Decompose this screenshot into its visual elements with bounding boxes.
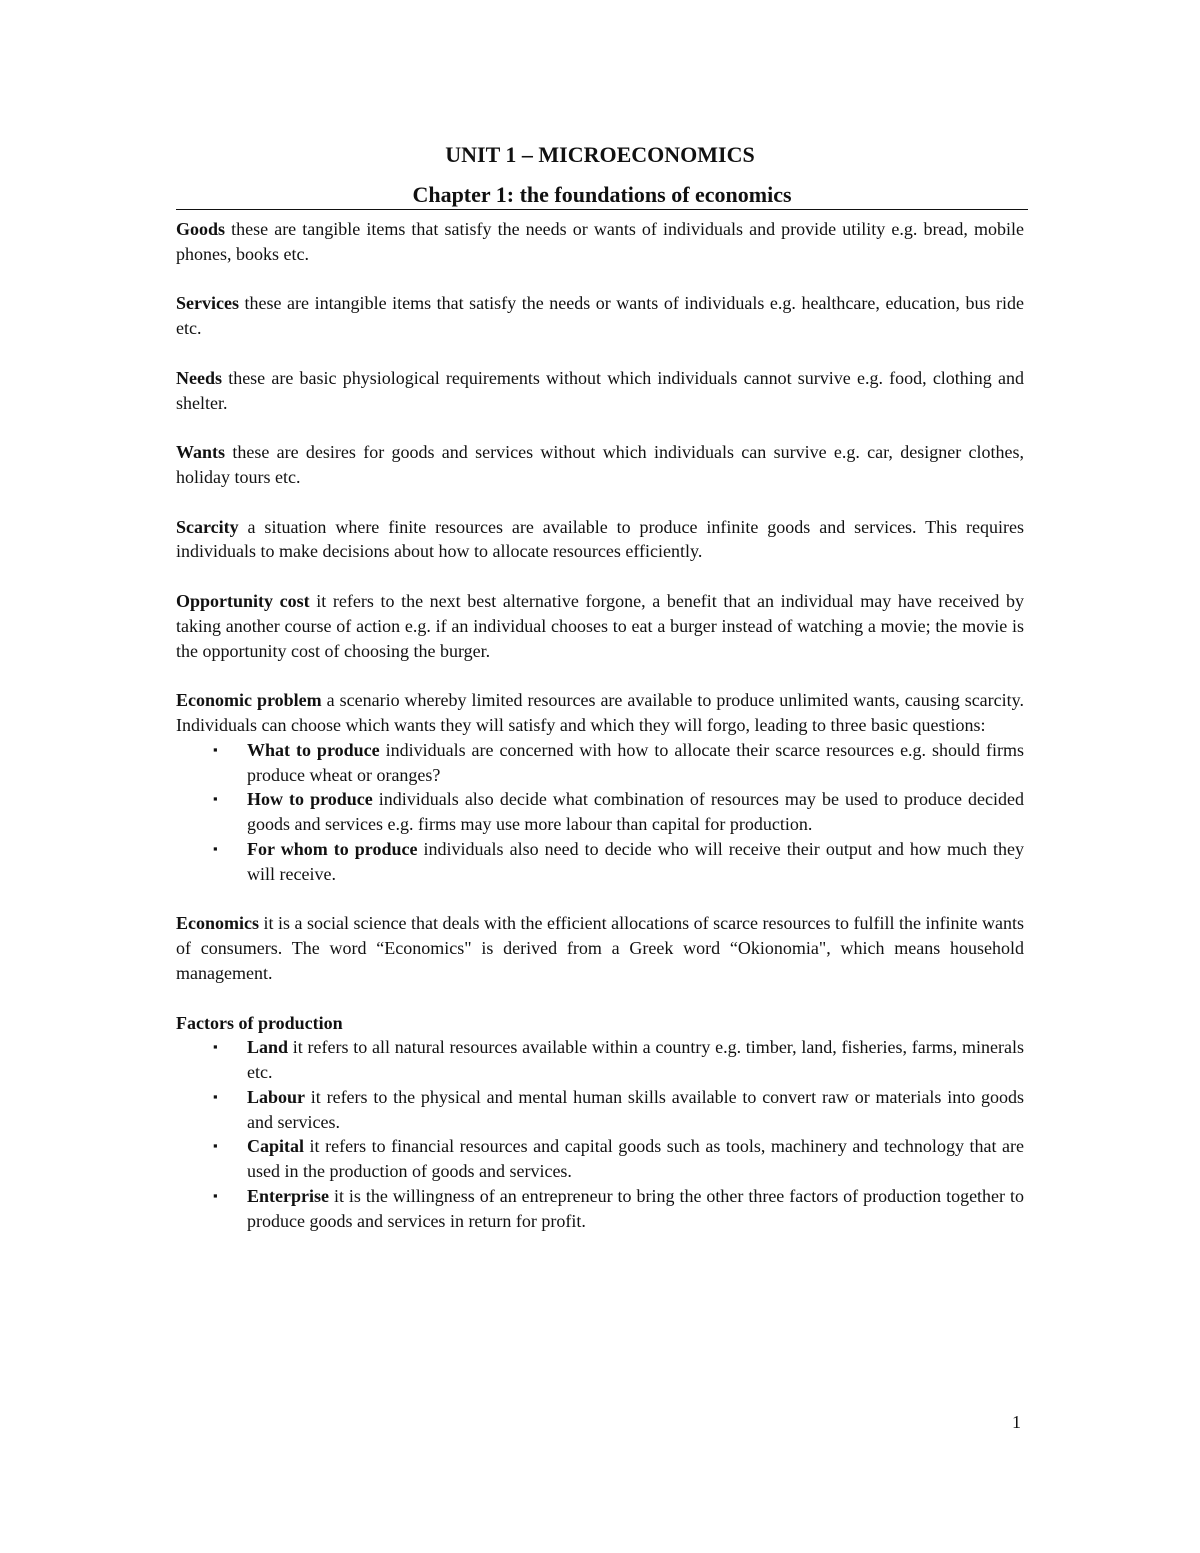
definition-economics-text: it is a social science that deals with the efficient allocations of scarce resources to fulfill the infinite wants of consumers. The word “Economics" is derived from a Greek word “Okionomia", which means household management. [176,913,1024,983]
term-opportunity-cost: Opportunity cost [176,590,310,611]
list-item [213,1035,1024,1085]
term-goods: Goods [176,219,226,239]
term-scarcity: Scarcity [176,516,239,537]
list-item [213,837,1024,887]
list-item-text: it refers to the physical and mental human skills available to convert raw or materials into goods and services. [247,1086,1024,1132]
definition-needs [176,366,1024,416]
definition-opportunity-cost [176,589,1024,663]
definition-services-text: these are intangible items that satisfy the needs or wants of individuals e.g. healthcare, education, bus ride etc. [176,293,1024,339]
definition-economics [176,911,1024,985]
bullet-icon: ▪ [213,1088,218,1104]
list-item-text: it is the willingness of an entrepreneur to bring the other three factors of production together to produce goods and services in return for profit. [247,1186,1024,1231]
list-item [213,787,1025,837]
factors-list [176,1035,1024,1233]
list-item-text: it refers to financial resources and capital goods such as tools, machinery and technology that are used in the production of goods and services. [247,1136,1024,1182]
bullet-icon: ▪ [213,840,218,856]
definition-goods [176,217,1024,267]
definition-services [176,291,1024,341]
list-item-term: What to produce [247,739,380,760]
term-services: Services [176,293,239,314]
bullet-icon: ▪ [213,1039,218,1055]
list-item-text: individuals are concerned with how to allocate their scarce resources e.g. should firms produce wheat or oranges? [247,739,1024,785]
bullet-icon: ▪ [213,1188,218,1204]
list-item-term: How to produce [247,789,373,810]
list-item-term: Labour [247,1086,306,1107]
document-body [176,217,1024,1234]
unit-title: UNIT 1 – MICROECONOMICS [445,142,755,167]
term-economics: Economics [176,913,259,934]
basic-questions-list [176,738,1024,887]
definition-opportunity-cost-text: it refers to the next best alternative forgone, a benefit that an individual may have received by taking another course of action e.g. if an individual chooses to eat a burger instead of watching a movie; the movie is the opportunity cost of choosing the burger. [176,590,1024,661]
term-needs: Needs [176,367,222,388]
list-item [213,1134,1024,1184]
definition-economic-problem-text: a scenario whereby limited resources are available to produce unlimited wants, causing scarcity. Individuals can choose which wants they will satisfy and which they will forgo, leading to three basic questions: [176,690,1024,735]
list-item-text: individuals also need to decide who will receive their output and how much they will receive. [247,838,1024,884]
term-economic-problem: Economic problem [176,690,322,711]
bullet-icon: ▪ [213,1138,218,1154]
definition-goods-text: these are tangible items that satisfy the needs or wants of individuals and provide utility e.g. bread, mobile phones, books etc. [176,219,1024,264]
definition-scarcity [176,515,1024,565]
list-item-term: Land [247,1037,289,1058]
definition-scarcity-text: a situation where finite resources are available to produce infinite goods and services. This requires individuals to make decisions about how to allocate resources efficiently. [176,516,1024,562]
list-item-term: Enterprise [247,1186,329,1207]
factors-heading: Factors of production [176,1012,343,1033]
definition-wants [176,440,1024,490]
page-number: 1 [1012,1412,1021,1432]
definition-needs-text: these are basic physiological requirements without which individuals cannot survive e.g. food, clothing and shelter. [176,367,1024,413]
term-wants: Wants [176,442,226,463]
list-item [213,738,1024,788]
list-item-text: individuals also decide what combination of resources may be used to produce decided goods and services e.g. firms may use more labour than capital for production. [247,789,1025,835]
list-item [213,1085,1024,1135]
list-item-term: Capital [247,1136,305,1157]
title-underline [176,209,1028,210]
chapter-title: Chapter 1: the foundations of economics [412,182,792,207]
definition-wants-text: these are desires for goods and services without which individuals can survive e.g. car, designer clothes, holiday tours etc. [176,442,1024,487]
bullet-icon: ▪ [213,741,218,757]
definition-economic-problem [176,688,1024,738]
list-item-term: For whom to produce [247,838,418,859]
list-item-text: it refers to all natural resources available within a country e.g. timber, land, fisheries, farms, minerals etc. [247,1037,1024,1083]
bullet-icon: ▪ [213,791,218,807]
list-item [213,1184,1024,1234]
